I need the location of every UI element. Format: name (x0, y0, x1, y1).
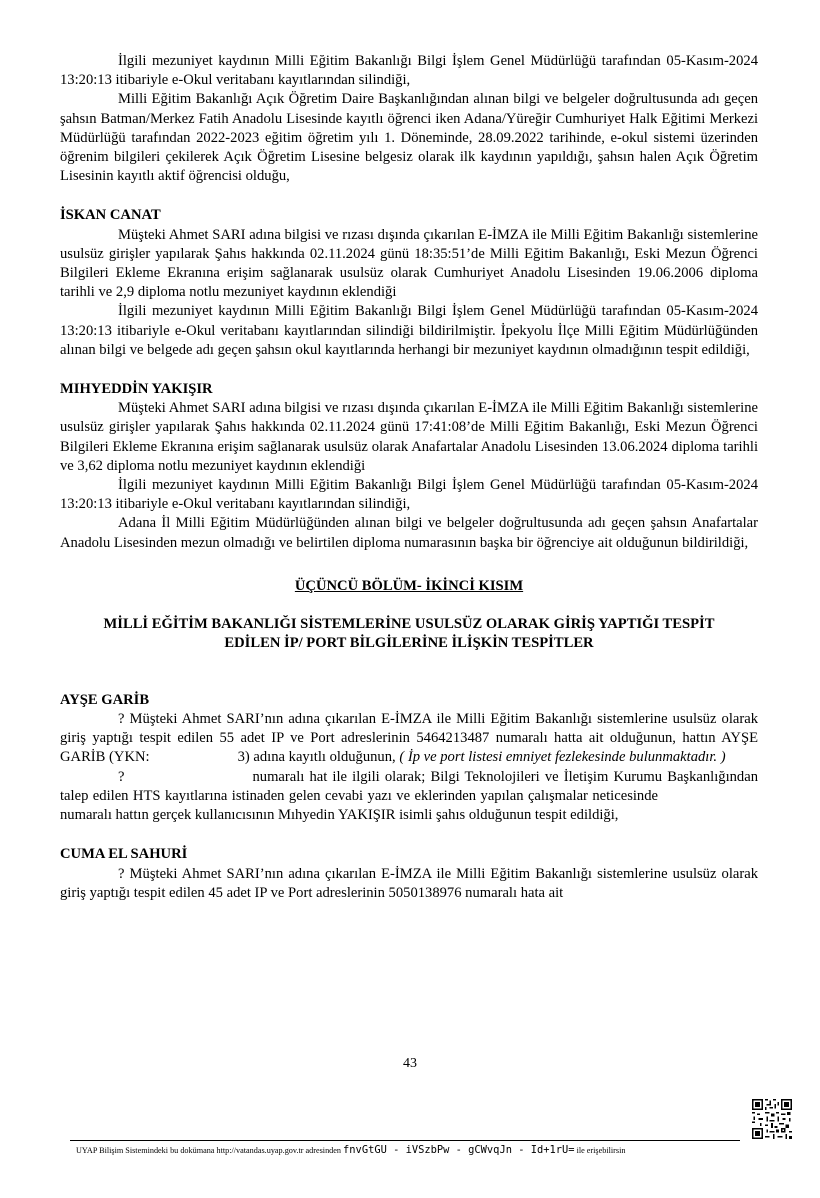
paragraph: İlgili mezuniyet kaydının Milli Eğitim Bakanlığı Bilgi İşlem Genel Müdürlüğü tarafından 05-Kasım-2024 13:20:13 itibariyle e-Okul veritabanı kayıtlarından silindiği, (60, 477, 758, 513)
paragraph-text: ? (118, 768, 125, 785)
section-heading-line2: EDİLEN İP/ PORT BİLGİLERİNE İLİŞKİN TESPİTLER (224, 634, 594, 651)
document-body (60, 52, 758, 903)
section-title: ÜÇÜNCÜ BÖLÜM- İKİNCİ KISIM (294, 577, 524, 594)
page-number: 43 (403, 1056, 417, 1071)
person-name-heading: AYŞE GARİB (60, 691, 150, 708)
footer-text: UYAP Bilişim Sistemindeki bu dokümana http://vatandas.uyap.gov.tr adresinden (76, 1146, 341, 1155)
paragraph (60, 768, 758, 826)
paragraph-text: 3) adına kayıtlı olduğunun, (237, 749, 396, 766)
paragraph: İlgili mezuniyet kaydının Milli Eğitim Bakanlığı Bilgi İşlem Genel Müdürlüğü tarafından 05-Kasım-2024 13:20:13 itibariyle e-Okul veritabanı kayıtlarından silindiği, (60, 53, 758, 89)
person-name-heading: İSKAN CANAT (60, 207, 161, 224)
qr-code-icon (752, 1099, 792, 1139)
paragraph: İlgili mezuniyet kaydının Milli Eğitim Bakanlığı Bilgi İşlem Genel Müdürlüğü tarafından 05-Kasım-2024 13:20:13 itibariyle e-Okul veritabanı kayıtlarından silindiği bildirilmiştir. İpekyolu İlçe Milli Eğitim Müdürlüğünden alınan bilgi ve belgede adı geçen şahsın okul kayıtlarında herhangi bir mezuniyet kaydının olmadığının tespit edildiği, (60, 303, 758, 358)
person-name-heading: CUMA EL SAHURİ (60, 846, 188, 863)
verification-code: fnvGtGU - iVSzbPw - gCWvqJn - Id+1rU= (343, 1144, 575, 1156)
paragraph-text: numaralı hattın gerçek kullanıcısının Mıhyedin YAKIŞIR isimli şahıs olduğunun tespit edildiği, (60, 807, 619, 824)
paragraph: Milli Eğitim Bakanlığı Açık Öğretim Daire Başkanlığından alınan bilgi ve belgeler doğrultusunda adı geçen şahsın Batman/Merkez Fatih Anadolu Lisesinde kayıtlı öğrenci iken Adana/Yüreğir Cumhuriyet Halk Eğitimi Merkezi Müdürlüğü tarafından 2022-2023 eğitim öğretim yılı 1. Döneminde, 28.09.2022 tarihinde, e-okul sistemi üzerinden öğrenim bilgileri çekilerek Açık Öğretim Lisesine belgesiz olarak ilk kaydının yapıldığı, şahsın halen Açık Öğretim Lisesinin kayıtlı aktif öğrencisi olduğu, (60, 91, 758, 185)
paragraph-note: ( İp ve port listesi emniyet fezlekesinde bulunmaktadır. ) (399, 749, 726, 766)
section-heading-line1: MİLLİ EĞİTİM BAKANLIĞI SİSTEMLERİNE USULSÜZ OLARAK GİRİŞ YAPTIĞI TESPİT (103, 615, 715, 632)
paragraph (60, 710, 758, 768)
footer-text: ile erişebilirsin (576, 1146, 626, 1155)
person-name-heading: MIHYEDDİN YAKIŞIR (60, 381, 213, 398)
paragraph-text: ? Müşteki Ahmet SARI’nın adına çıkarılan E-İMZA ile Milli Eğitim Bakanlığı sistemlerine usulsüz olarak giriş yaptığı tespit edilen 55 adet IP ve Port adreslerinin 5464213487 numaralı hatta ait olduğunun, hattın AYŞE GARİB (YKN: (60, 711, 758, 766)
paragraph: ? Müşteki Ahmet SARI’nın adına çıkarılan E-İMZA ile Milli Eğitim Bakanlığı sistemlerine usulsüz olarak giriş yaptığı tespit edilen 45 adet IP ve Port adreslerinin 5050138976 numaralı hata ait (60, 865, 758, 901)
footer-divider (70, 1140, 740, 1141)
paragraph: Müşteki Ahmet SARI adına bilgisi ve rızası dışında çıkarılan E-İMZA ile Milli Eğitim Bakanlığı sistemlerine usulsüz girişler yapılarak Şahıs hakkında 02.11.2024 günü 18:35:51’de Milli Eğitim Bakanlığı, Eski Mezun Öğrenci Bilgileri Ekleme Ekranına erişim sağlanarak usulsüz olarak Cumhuriyet Anadolu Lisesinden 19.06.2006 diploma tarihli ve 2,9 diploma notlu mezuniyet kaydının eklendiği (60, 226, 758, 301)
paragraph-text: numaralı hat ile ilgili olarak; Bilgi Teknolojileri ve İletişim Kurumu Başkanlığından talep edilen HTS kayıtlarına istinaden gelen cevabi yazı ve eklerinden yapılan çalışmalar neticesinde (60, 768, 758, 804)
paragraph: Müşteki Ahmet SARI adına bilgisi ve rızası dışında çıkarılan E-İMZA ile Milli Eğitim Bakanlığı sistemlerine usulsüz girişler yapılarak Şahıs hakkında 02.11.2024 günü 17:41:08’de Milli Eğitim Bakanlığı, Eski Mezun Öğrenci Bilgileri Ekleme Ekranına erişim sağlanarak usulsüz olarak Anafartalar Anadolu Lisesinden 13.06.2024 diploma tarihli ve 3,62 diploma notlu mezuniyet kaydının eklendiği (60, 400, 758, 474)
paragraph: Adana İl Milli Eğitim Müdürlüğünden alınan bilgi ve belgeler doğrultusunda adı geçen şahsın Anafartalar Anadolu Lisesinden mezun olmadığı ve belirtilen diploma numarasının başka bir öğrenciye ait olduğunun bildirildiği, (60, 515, 758, 551)
footer (76, 1144, 776, 1156)
